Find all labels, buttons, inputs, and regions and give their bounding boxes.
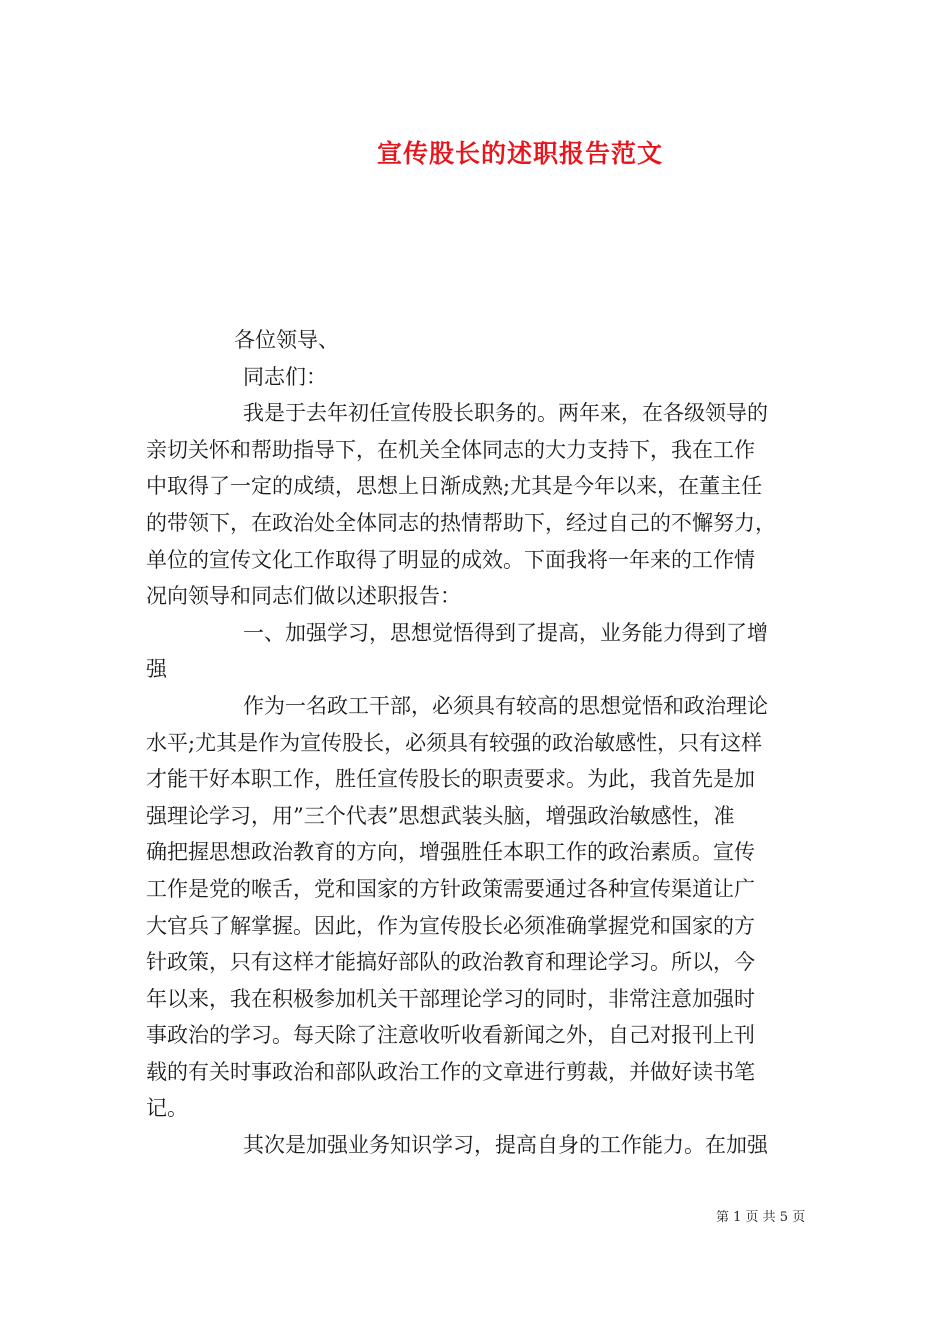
body-line: 其次是加强业务知识学习，提高自身的工作能力。在加强: [243, 1133, 768, 1158]
body-line: 针政策，只有这样才能搞好部队的政治教育和理论学习。所以，今: [146, 950, 755, 975]
body-line: 一、加强学习，思想觉悟得到了提高，业务能力得到了增: [243, 620, 768, 645]
body-line: 确把握思想政治教育的方向，增强胜任本职工作的政治素质。宣传: [146, 840, 755, 865]
body-line: 记。: [146, 1096, 188, 1121]
body-line: 载的有关时事政治和部队政治工作的文章进行剪裁，并做好读书笔: [146, 1059, 755, 1084]
body-line: 强: [146, 657, 167, 682]
page-footer: 第 1 页 共 5 页: [716, 1210, 806, 1225]
body-line: 事政治的学习。每天除了注意收听收看新闻之外，自己对报刊上刊: [146, 1023, 755, 1048]
body-line: 的带领下，在政治处全体同志的热情帮助下，经过自己的不懈努力，: [146, 510, 776, 535]
body-line: 中取得了一定的成绩，思想上日渐成熟;尤其是今年以来，在董主任: [146, 474, 763, 499]
body-line: 才能干好本职工作，胜任宣传股长的职责要求。为此，我首先是加: [146, 767, 755, 792]
body-line: 年以来，我在积极参加机关干部理论学习的同时，非常注意加强时: [146, 986, 755, 1011]
body-line: 况向领导和同志们做以述职报告：: [146, 584, 461, 609]
document-body: [146, 322, 806, 1164]
body-line: 水平;尤其是作为宣传股长，必须具有较强的政治敏感性，只有这样: [146, 730, 763, 755]
body-line: 各位领导、: [234, 328, 339, 352]
body-line: 作为一名政工干部，必须具有较高的思想觉悟和政治理论: [243, 693, 768, 718]
body-line: 大官兵了解掌握。因此，作为宣传股长必须准确掌握党和国家的方: [146, 913, 755, 938]
body-line: 强理论学习，用”三个代表”思想武装头脑，增强政治敏感性，准: [146, 803, 735, 828]
body-line: 亲切关怀和帮助指导下，在机关全体同志的大力支持下，我在工作: [146, 437, 755, 462]
body-line: 工作是党的喉舌，党和国家的方针政策需要通过各种宣传渠道让广: [146, 876, 755, 901]
document-title: 宣传股长的述职报告范文: [376, 139, 663, 168]
body-line: 单位的宣传文化工作取得了明显的成效。下面我将一年来的工作情: [146, 547, 755, 572]
body-line: 我是于去年初任宣传股长职务的。两年来，在各级领导的: [243, 401, 768, 426]
body-line: 同志们：: [243, 364, 327, 389]
